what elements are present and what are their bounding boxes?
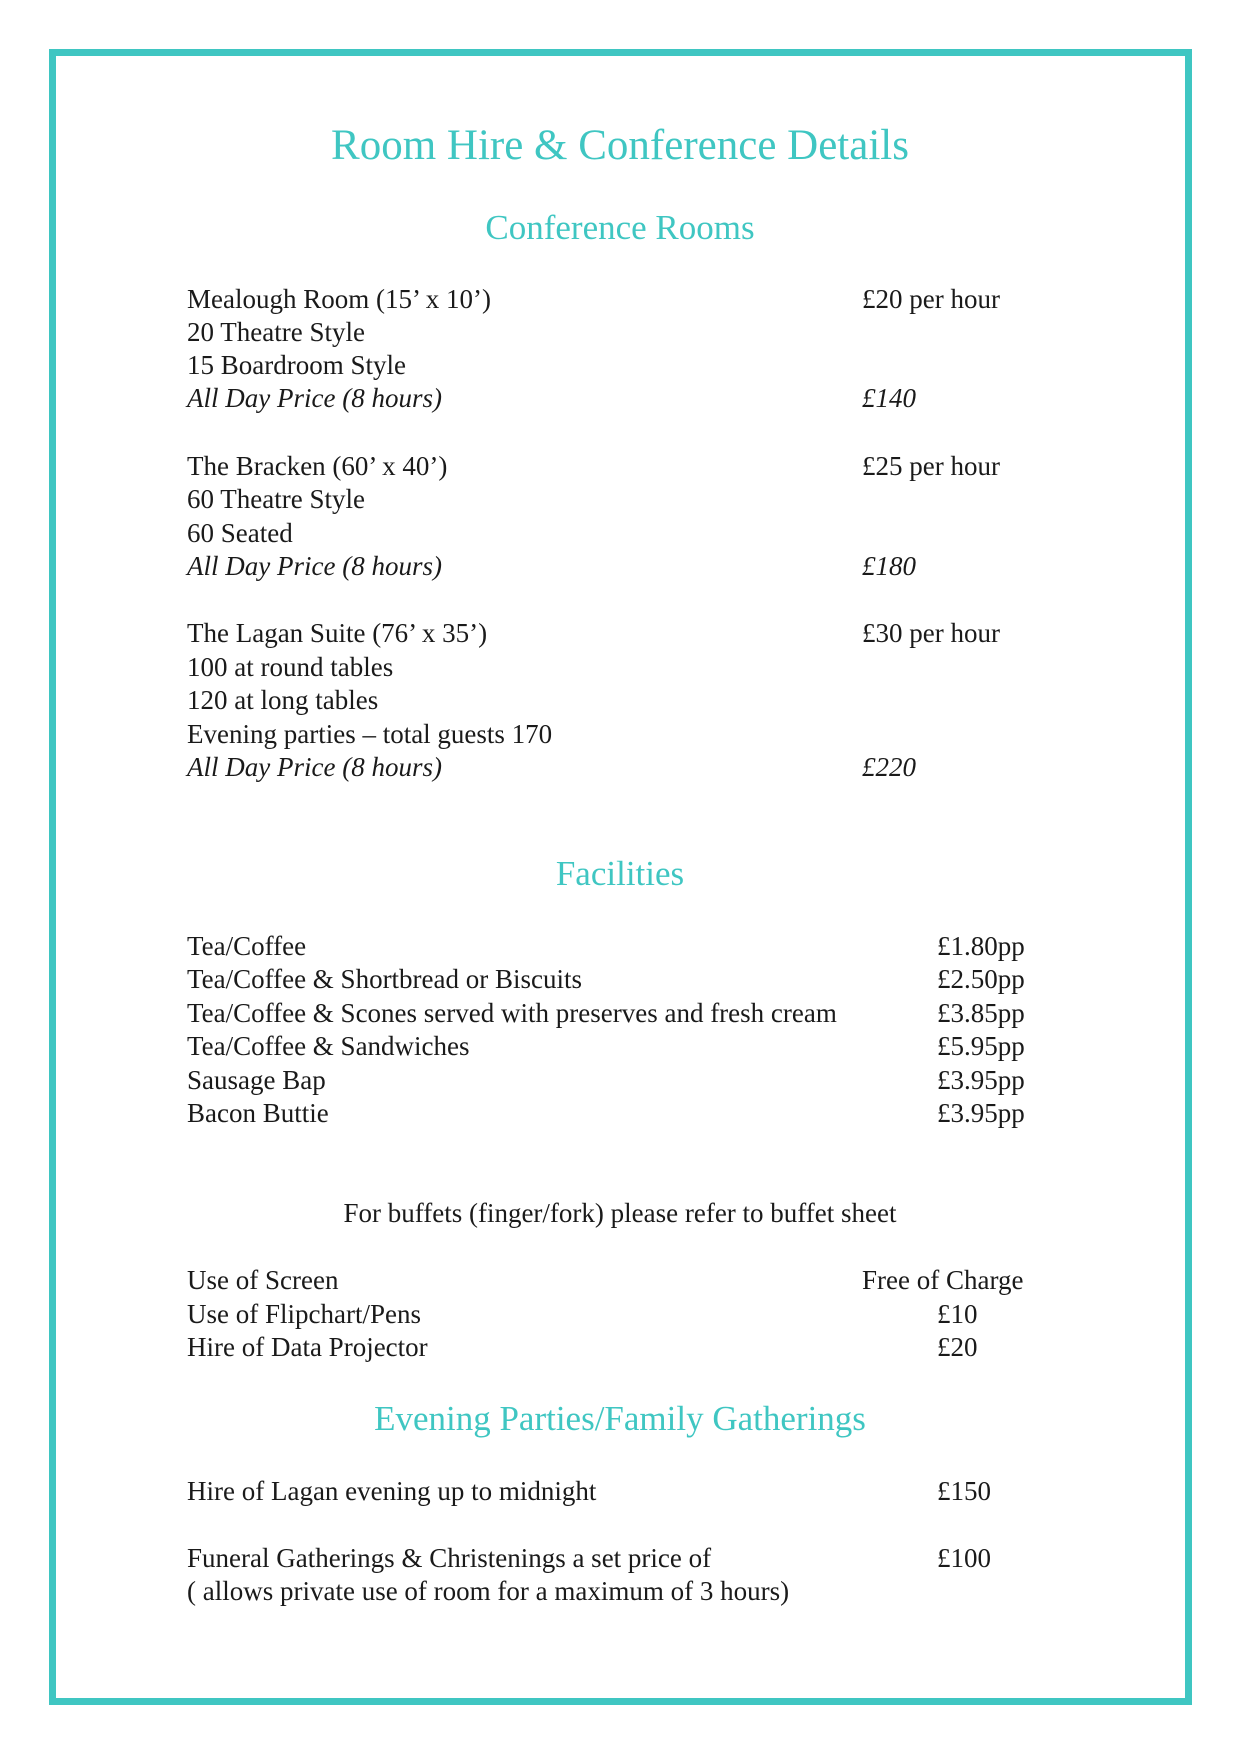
page-title: Room Hire & Conference Details [331, 122, 909, 169]
all-day-price-lagan: £220 [862, 752, 916, 782]
room-detail: 20 Theatre Style [187, 317, 365, 347]
room-detail: 100 at round tables [187, 652, 394, 682]
room-detail: 120 at long tables [187, 685, 379, 715]
equipment-price: £20 [937, 1332, 978, 1362]
facility-price: £2.50pp [937, 964, 1025, 994]
room-detail: 15 Boardroom Style [187, 350, 406, 380]
all-day-label: All Day Price (8 hours) [187, 383, 442, 413]
conference-rooms-heading: Conference Rooms [485, 208, 755, 247]
all-day-label: All Day Price (8 hours) [187, 551, 442, 581]
evening-parties-heading: Evening Parties/Family Gatherings [374, 1399, 866, 1438]
room-detail: Evening parties – total guests 170 [187, 719, 553, 749]
facility-price: £3.85pp [937, 998, 1025, 1028]
facility-item: Tea/Coffee [187, 931, 307, 961]
evening-item-note: ( allows private use of room for a maximum of 3 hours) [187, 1576, 790, 1606]
facilities-heading: Facilities [555, 854, 685, 893]
facility-item: Sausage Bap [187, 1065, 326, 1095]
facility-item: Bacon Buttie [187, 1098, 329, 1128]
facility-item: Tea/Coffee & Scones served with preserves and fresh cream [187, 998, 837, 1028]
all-day-price-bracken: £180 [862, 551, 916, 581]
equipment-item: Use of Flipchart/Pens [187, 1299, 421, 1329]
facility-item: Tea/Coffee & Sandwiches [187, 1031, 470, 1061]
equipment-item: Hire of Data Projector [187, 1332, 428, 1362]
all-day-label: All Day Price (8 hours) [187, 752, 442, 782]
facility-price: £3.95pp [937, 1098, 1025, 1128]
room-rate-mealough: £20 per hour [862, 284, 1000, 314]
room-detail: 60 Theatre Style [187, 484, 365, 514]
equipment-price: £10 [937, 1299, 978, 1329]
room-name-bracken: The Bracken (60’ x 40’) [187, 451, 448, 481]
equipment-price: Free of Charge [862, 1265, 1024, 1295]
evening-item: Funeral Gatherings & Christenings a set price of [187, 1543, 712, 1573]
all-day-price-mealough: £140 [862, 383, 916, 413]
equipment-item: Use of Screen [187, 1265, 339, 1295]
evening-price: £100 [937, 1543, 991, 1573]
evening-item: Hire of Lagan evening up to midnight [187, 1476, 597, 1506]
room-name-mealough: Mealough Room (15’ x 10’) [187, 284, 491, 314]
room-name-lagan: The Lagan Suite (76’ x 35’) [187, 618, 488, 648]
buffet-note: For buffets (finger/fork) please refer to buffet sheet [343, 1198, 897, 1228]
room-rate-bracken: £25 per hour [862, 451, 1000, 481]
room-rate-lagan: £30 per hour [862, 618, 1000, 648]
evening-price: £150 [937, 1476, 991, 1506]
facility-item: Tea/Coffee & Shortbread or Biscuits [187, 964, 583, 994]
facility-price: £3.95pp [937, 1065, 1025, 1095]
facility-price: £1.80pp [937, 931, 1025, 961]
room-detail: 60 Seated [187, 518, 293, 548]
facility-price: £5.95pp [937, 1031, 1025, 1061]
